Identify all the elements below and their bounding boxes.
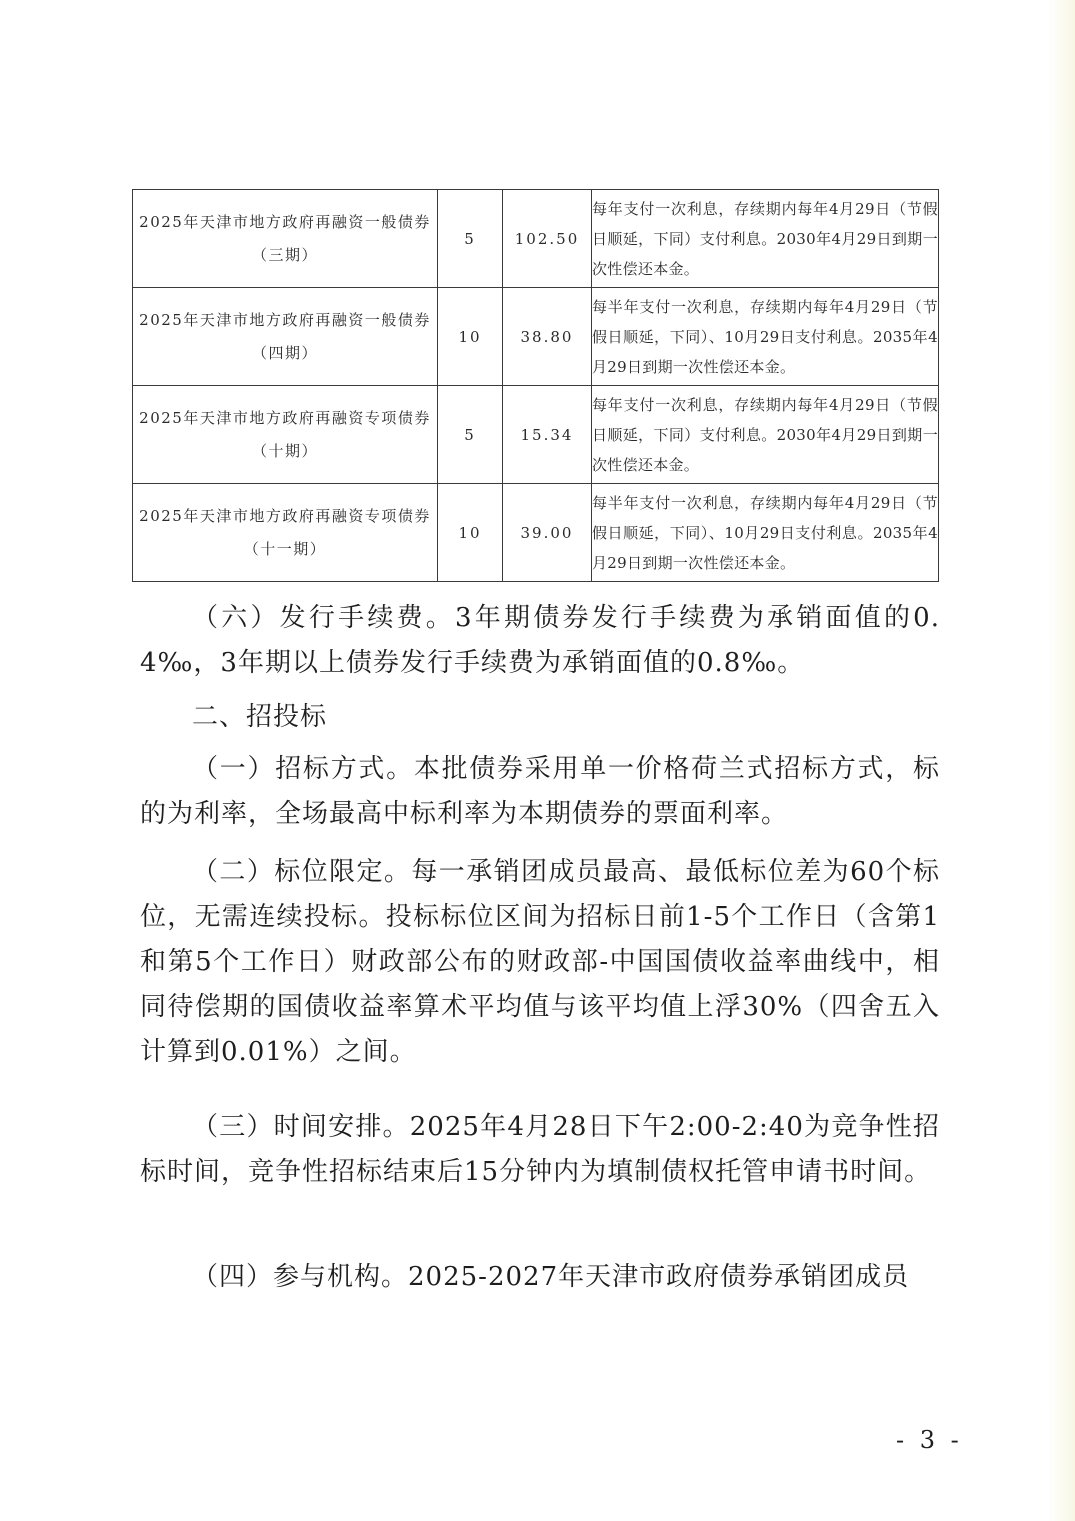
section-heading-bidding: 二、招投标: [192, 702, 328, 732]
scan-edge-tint: [1049, 0, 1075, 1521]
bond-payment-cell: 每半年支付一次利息，存续期内每年4月29日（节假日顺延，下同）、10月29日支付利息。2035年4月29日到期一次性偿还本金。: [592, 288, 939, 386]
bond-name-cell: 2025年天津市地方政府再融资一般债券（四期）: [133, 288, 438, 386]
schedule-paragraph: （三）时间安排。2025年4月28日下午2:00-2:40为竞争性招标时间，竞争性招标结束后15分钟内为填制债权托管申请书时间。: [140, 1112, 940, 1187]
bond-name-cell: 2025年天津市地方政府再融资一般债券（三期）: [133, 190, 438, 288]
bond-amount-cell: 38.80: [503, 288, 592, 386]
bond-term-cell: 10: [438, 484, 503, 582]
table-row: [133, 386, 939, 484]
table-row: [133, 190, 939, 288]
issuance-fee-paragraph: （六）发行手续费。3年期债券发行手续费为承销面值的0.4‰，3年期以上债券发行手续费为承销面值的0.8‰。: [140, 603, 940, 678]
participants-paragraph: （四）参与机构。2025-2027年天津市政府债券承销团成员: [192, 1262, 910, 1292]
bond-amount-cell: 102.50: [503, 190, 592, 288]
bond-payment-cell: 每年支付一次利息，存续期内每年4月29日（节假日顺延，下同）支付利息。2030年4月29日到期一次性偿还本金。: [592, 386, 939, 484]
table-row: [133, 288, 939, 386]
table-row: [133, 484, 939, 582]
bond-term-cell: 5: [438, 190, 503, 288]
bond-amount-cell: 39.00: [503, 484, 592, 582]
bid-limits-paragraph: （二）标位限定。每一承销团成员最高、最低标位差为60个标位，无需连续投标。投标标位区间为招标日前1-5个工作日（含第1和第5个工作日）财政部公布的财政部-中国国债收益率曲线中，相同待偿期的国债收益率算术平均值与该平均值上浮30%（四舍五入计算到0.01%）之间。: [140, 857, 940, 1067]
page-number: - 3 -: [896, 1426, 963, 1454]
bond-term-cell: 5: [438, 386, 503, 484]
bidding-method-paragraph: （一）招标方式。本批债券采用单一价格荷兰式招标方式，标的为利率，全场最高中标利率为本期债券的票面利率。: [140, 754, 940, 829]
bond-name-cell: 2025年天津市地方政府再融资专项债券（十一期）: [133, 484, 438, 582]
bond-payment-cell: 每年支付一次利息，存续期内每年4月29日（节假日顺延，下同）支付利息。2030年4月29日到期一次性偿还本金。: [592, 190, 939, 288]
bond-name-cell: 2025年天津市地方政府再融资专项债券（十期）: [133, 386, 438, 484]
bond-payment-cell: 每半年支付一次利息，存续期内每年4月29日（节假日顺延，下同）、10月29日支付利息。2035年4月29日到期一次性偿还本金。: [592, 484, 939, 582]
bond-term-cell: 10: [438, 288, 503, 386]
bond-amount-cell: 15.34: [503, 386, 592, 484]
bond-issue-table: [132, 189, 939, 582]
